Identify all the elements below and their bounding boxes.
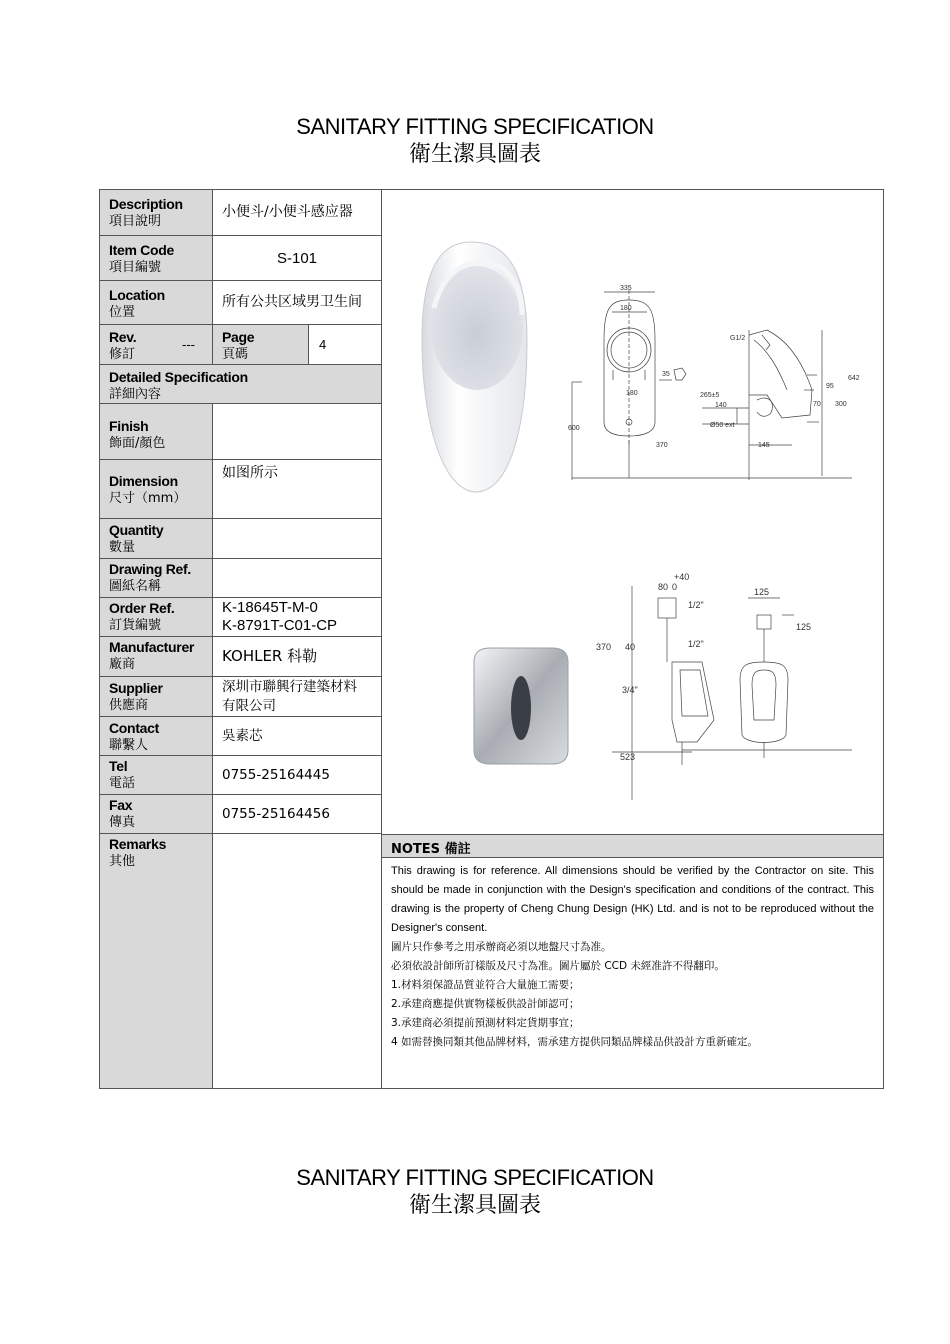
label-drawing-ref <box>100 559 213 597</box>
label-zh: 位置 <box>109 305 136 320</box>
label-en: Remarks <box>109 836 167 852</box>
value-contact: 吳素芯 <box>222 727 263 744</box>
dim-label: 370 <box>596 642 612 652</box>
label-zh: 其他 <box>109 854 136 869</box>
row-location <box>100 281 381 325</box>
footer-title-en: SANITARY FITTING SPECIFICATION <box>296 1165 654 1190</box>
dim-label: 140 <box>715 402 727 409</box>
value-description: 小便斗/小便斗感应器 <box>222 204 353 220</box>
notes-zh-5: 3.承建商必須提前預測材料定貨期事宜； <box>391 1017 580 1029</box>
label-zh: 電話 <box>109 776 136 791</box>
label-en: Dimension <box>109 473 178 489</box>
notes-zh-4: 2.承建商應提供實物樣板供設計師認可； <box>391 998 580 1010</box>
page-title-zh: 衛生潔具圖表 <box>408 142 541 167</box>
label-en: Contact <box>109 720 160 736</box>
value-rev: --- <box>165 325 213 364</box>
label-supplier <box>100 677 213 716</box>
label-contact <box>100 717 213 755</box>
dim-label: 125 <box>754 587 770 597</box>
dim-label: 1/2" <box>688 639 704 649</box>
value-manufacturer: KOHLER 科勒 <box>222 647 318 665</box>
dim-label: 40 <box>625 642 636 652</box>
label-en: Rev. <box>109 329 137 345</box>
row-contact <box>100 717 381 756</box>
notes-body <box>381 858 883 1088</box>
notes-zh-2: 必須依設計師所訂樣版及尺寸為准。圖片屬於 CCD 未經准許不得翻印。 <box>391 960 725 972</box>
label-en: Page <box>222 329 255 345</box>
page-title-en: SANITARY FITTING SPECIFICATION <box>296 114 654 139</box>
dim-label: 3/4" <box>622 685 638 695</box>
label-zh: 供應商 <box>109 698 149 713</box>
label-order-ref <box>100 598 213 636</box>
dim-label: G1/2 <box>730 335 746 342</box>
label-zh: 圖紙名稱 <box>109 579 162 594</box>
label-remarks <box>100 834 213 1088</box>
label-en: Order Ref. <box>109 600 175 616</box>
label-zh: 聯繫人 <box>109 738 149 753</box>
value-page: 4 <box>319 337 327 352</box>
label-rev <box>100 325 165 364</box>
row-description <box>100 190 381 236</box>
top-dimension-labels <box>568 285 860 449</box>
row-item-code <box>100 236 381 281</box>
row-tel <box>100 756 381 795</box>
installation-drawing <box>612 586 852 800</box>
label-zh: 詳細內容 <box>109 387 162 402</box>
value-supplier <box>213 677 381 716</box>
label-zh: 尺寸（mm） <box>109 491 187 506</box>
label-zh: 頁碼 <box>222 347 249 362</box>
label-en: Location <box>109 287 165 303</box>
value-location: 所有公共区域男卫生间 <box>222 294 362 310</box>
notes-zh-1: 圖片只作參考之用承辦商必須以地盤尺寸為准。 <box>391 941 612 953</box>
row-supplier <box>100 677 381 717</box>
page-footer-header <box>0 1165 950 1221</box>
label-zh: 項目編號 <box>109 260 162 275</box>
dim-label: 300 <box>835 401 847 408</box>
label-tel <box>100 756 213 794</box>
value-tel: 0755-25164445 <box>222 766 330 783</box>
row-finish <box>100 404 381 460</box>
value-remarks <box>213 834 381 1088</box>
label-zh: 項目說明 <box>109 214 162 229</box>
label-zh: 修訂 <box>109 347 136 362</box>
label-en: Item Code <box>109 242 174 258</box>
spec-sheet <box>99 189 884 1089</box>
label-en: Supplier <box>109 680 163 696</box>
page-header <box>0 114 950 170</box>
value-fax: 0755-25164456 <box>222 805 330 822</box>
footer-title-zh: 衛生潔具圖表 <box>408 1193 541 1218</box>
product-drawing-area <box>381 190 883 834</box>
technical-drawing <box>382 190 882 833</box>
value-dimension: 如图所示 <box>222 465 278 481</box>
label-item-code <box>100 236 213 280</box>
label-en: Detailed Specification <box>109 369 248 385</box>
dim-label: 370 <box>656 442 668 449</box>
label-dimension <box>100 460 213 518</box>
label-page <box>213 325 309 364</box>
urinal-photo <box>422 242 527 492</box>
label-en: Tel <box>109 758 128 774</box>
notes-zh-6: 4 如需替換同類其他品牌材料，需承建方提供同類品牌樣品供設計方重新確定。 <box>391 1036 759 1048</box>
supplier-line-1: 深圳市聯興行建築材料 <box>222 678 357 695</box>
dim-label: 145 <box>758 442 770 449</box>
dim-label: 125 <box>796 622 812 632</box>
value-order-ref <box>213 598 381 636</box>
label-zh: 訂貨編號 <box>109 618 162 633</box>
dim-label: 70 <box>813 401 821 408</box>
label-quantity <box>100 519 213 558</box>
row-rev-page <box>100 325 381 365</box>
label-en: Description <box>109 196 183 212</box>
row-fax <box>100 795 381 834</box>
label-zh: 傳真 <box>109 815 136 830</box>
label-location <box>100 281 213 324</box>
supplier-line-2: 有限公司 <box>222 697 276 714</box>
row-detailed-spec <box>100 365 381 404</box>
row-dimension <box>100 460 381 519</box>
dim-label: 80 <box>658 582 669 592</box>
dim-label: +40 <box>674 572 690 582</box>
row-quantity <box>100 519 381 559</box>
label-zh: 數量 <box>109 540 136 555</box>
dim-label: 95 <box>826 383 834 390</box>
dim-label: 0 <box>672 582 678 592</box>
notes-heading: NOTES 備註 <box>381 834 883 858</box>
sensor-photo <box>474 648 568 764</box>
value-item-code: S-101 <box>276 249 318 267</box>
notes-zh-3: 1.材料須保證品質並符合大量施工需要； <box>391 979 580 991</box>
dim-label: 35 <box>662 371 670 378</box>
dim-label: 265±5 <box>700 392 720 399</box>
label-manufacturer <box>100 637 213 676</box>
label-en: Drawing Ref. <box>109 561 191 577</box>
dim-label: 600 <box>568 425 580 432</box>
row-drawing-ref <box>100 559 381 598</box>
dim-label: 523 <box>620 752 636 762</box>
value-quantity <box>213 519 381 558</box>
label-description <box>100 190 213 235</box>
label-en: Manufacturer <box>109 639 195 655</box>
order-ref-2: K-8791T-C01-CP <box>222 617 338 634</box>
dim-label: 642 <box>848 375 860 382</box>
notes-en: This drawing is for reference. All dimensions should be verified by the Contractor on site. This should be made in conjunction with the Design's specification and conditions of the contract. This drawing is the property of Cheng Chung Design (HK) Ltd. and is not to be reproduced without the Designer's consent. <box>391 865 874 934</box>
label-en: Quantity <box>109 522 164 538</box>
dim-label: Ø50 ext <box>710 422 735 429</box>
label-finish <box>100 404 213 459</box>
label-zh: 飾面/顏色 <box>109 436 166 451</box>
dim-label: 1/2" <box>688 600 704 610</box>
row-order-ref <box>100 598 381 637</box>
value-finish <box>213 404 381 459</box>
value-drawing-ref <box>213 559 381 597</box>
order-ref-1: K-18645T-M-0 <box>222 599 318 616</box>
label-en: Fax <box>109 797 133 813</box>
row-manufacturer <box>100 637 381 677</box>
label-zh: 廠商 <box>109 657 136 672</box>
dim-label: 180 <box>620 305 632 312</box>
label-en: Finish <box>109 418 149 434</box>
label-detailed-spec <box>100 365 381 403</box>
dim-label: 335 <box>620 285 632 292</box>
dim-label: 180 <box>626 390 638 397</box>
label-fax <box>100 795 213 833</box>
